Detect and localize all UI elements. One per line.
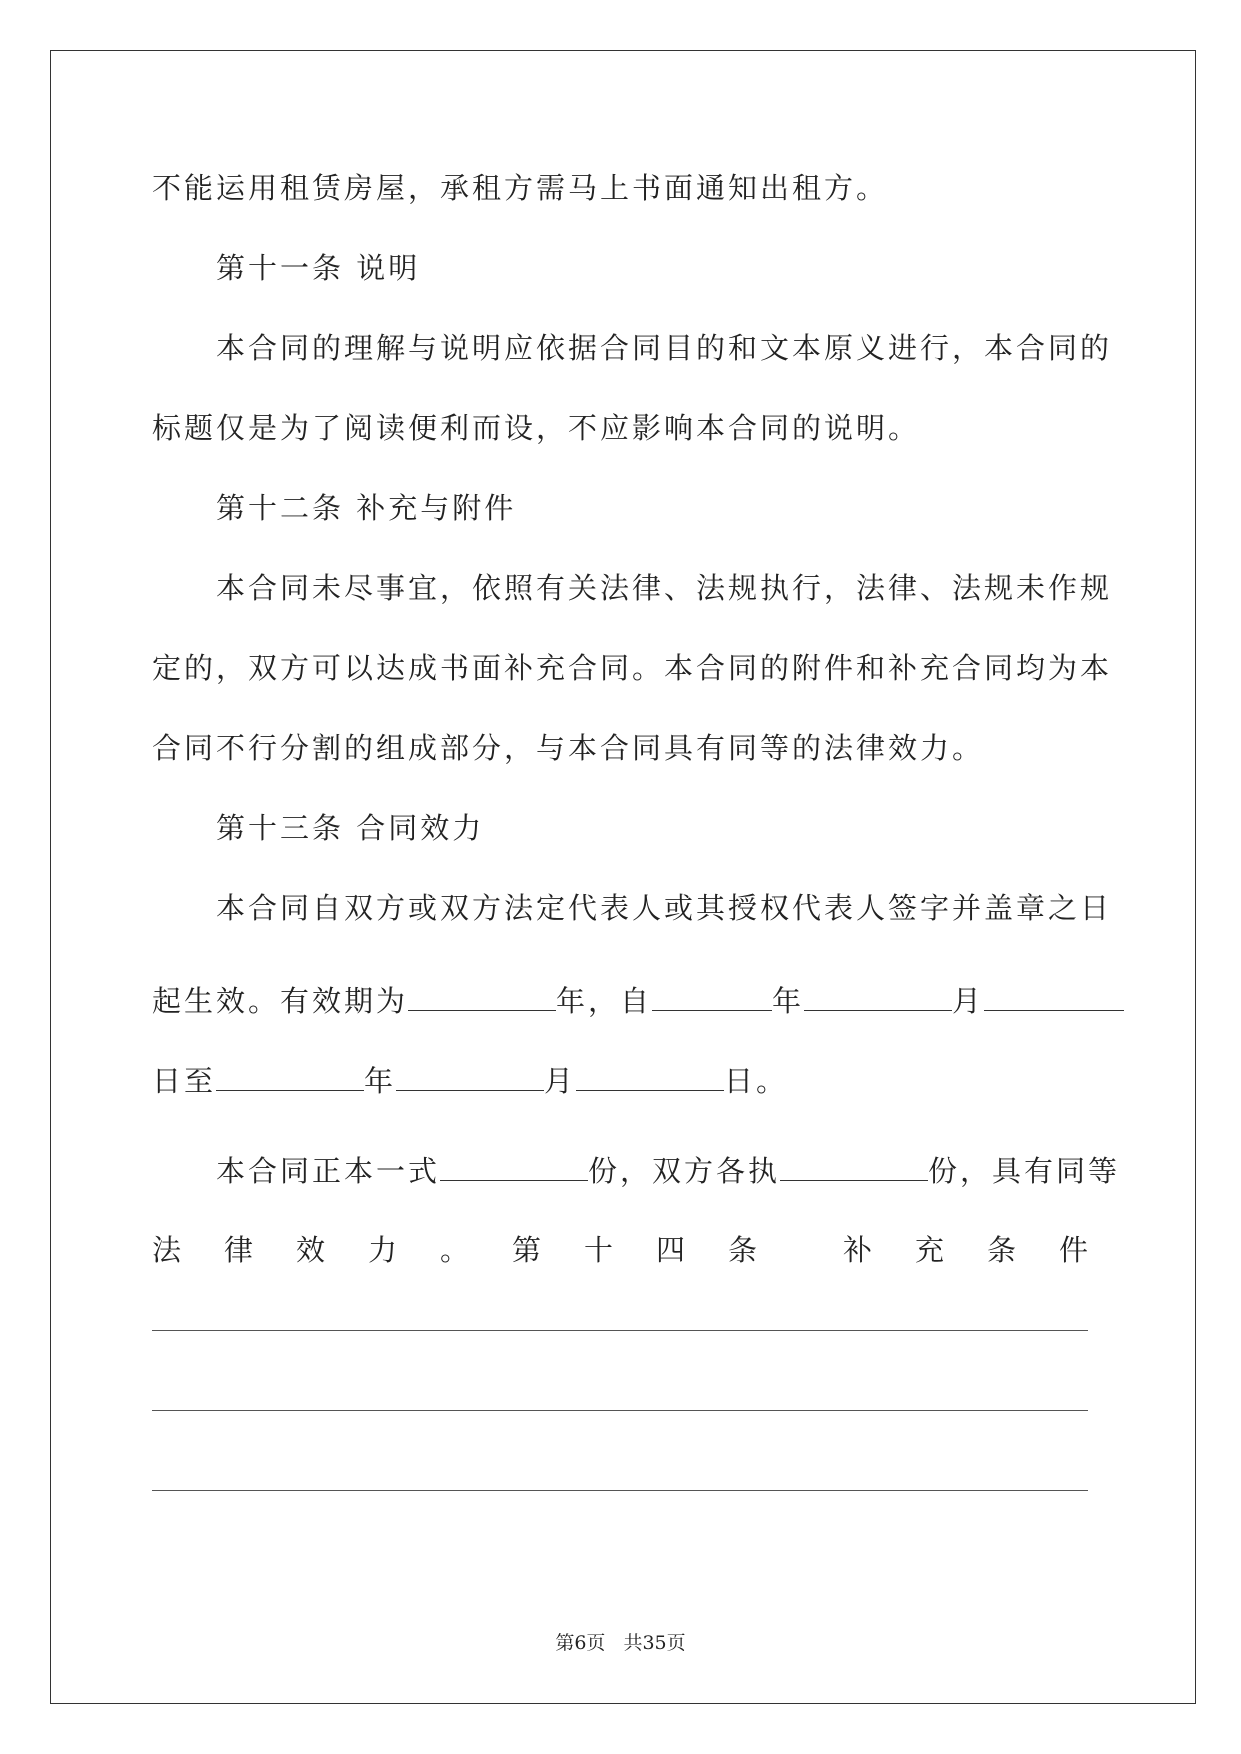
spread-char: 律 — [224, 1233, 254, 1267]
copies-text: 份，双方各执 — [588, 1154, 781, 1188]
page-footer — [0, 1628, 1241, 1655]
page-total: 共35页 — [623, 1632, 686, 1654]
validity-text: 年 — [772, 984, 805, 1018]
page-border — [50, 50, 1196, 1704]
spread-char: 法 — [152, 1233, 182, 1267]
paragraph-line: 标题仅是为了阅读便利而设，不应影响本合同的说明。 — [152, 411, 921, 445]
spread-char: 四 — [656, 1233, 686, 1267]
article-14-line — [152, 1230, 1088, 1270]
spread-char: 补 — [842, 1233, 872, 1267]
validity-text: 年，自 — [556, 984, 653, 1018]
spread-char: 力 — [368, 1233, 398, 1267]
supplementary-terms-line-1[interactable] — [152, 1330, 1088, 1331]
validity-text: 起生效。有效期为 — [152, 984, 409, 1018]
years-blank[interactable] — [408, 980, 556, 1011]
spread-char: 充 — [914, 1233, 944, 1267]
start-month-blank[interactable] — [804, 980, 952, 1011]
each-copies-blank[interactable] — [780, 1150, 928, 1181]
paragraph-line: 定的，双方可以达成书面补充合同。本合同的附件和补充合同均为本 — [152, 651, 1113, 685]
paragraph-line: 本合同未尽事宜，依照有关法律、法规执行，法律、法规未作规 — [216, 571, 1113, 605]
page-number: 第6页 — [555, 1632, 606, 1654]
paragraph-line: 本合同的理解与说明应依据合同目的和文本原义进行，本合同的 — [216, 331, 1113, 365]
start-year-blank[interactable] — [652, 980, 772, 1011]
start-day-blank[interactable] — [984, 980, 1124, 1011]
end-year-blank[interactable] — [216, 1060, 364, 1091]
spread-char: 十 — [584, 1233, 614, 1267]
spread-char: 效 — [296, 1233, 326, 1267]
end-month-blank[interactable] — [396, 1060, 544, 1091]
copies-text: 份，具有同等 — [928, 1154, 1121, 1188]
article-11-heading: 第十一条 说明 — [216, 251, 421, 285]
paragraph-line: 合同不行分割的组成部分，与本合同具有同等的法律效力。 — [152, 731, 985, 765]
article-12-heading: 第十二条 补充与附件 — [216, 491, 517, 525]
paragraph-line: 本合同自双方或双方法定代表人或其授权代表人签字并盖章之日 — [216, 891, 1113, 925]
copies-line — [152, 1150, 1121, 1190]
validity-text: 月 — [544, 1064, 577, 1098]
validity-period-line — [152, 980, 1088, 1020]
supplementary-terms-line-3[interactable] — [152, 1490, 1088, 1491]
article-13-heading: 第十三条 合同效力 — [216, 811, 485, 845]
copies-text: 本合同正本一式 — [216, 1154, 441, 1188]
validity-text: 日至 — [152, 1064, 217, 1098]
validity-text: 月 — [952, 984, 985, 1018]
total-copies-blank[interactable] — [440, 1150, 588, 1181]
paragraph-line: 不能运用租赁房屋，承租方需马上书面通知出租方。 — [152, 171, 889, 205]
validity-text: 日。 — [724, 1064, 789, 1098]
spread-char: 条 — [986, 1233, 1016, 1267]
spread-char: 第 — [512, 1233, 542, 1267]
spread-char: 件 — [1058, 1233, 1088, 1267]
validity-end-line — [152, 1060, 1088, 1100]
spread-char: 条 — [728, 1233, 758, 1267]
end-day-blank[interactable] — [576, 1060, 724, 1091]
spread-char: 。 — [440, 1233, 470, 1267]
validity-text: 年 — [364, 1064, 397, 1098]
supplementary-terms-line-2[interactable] — [152, 1410, 1088, 1411]
